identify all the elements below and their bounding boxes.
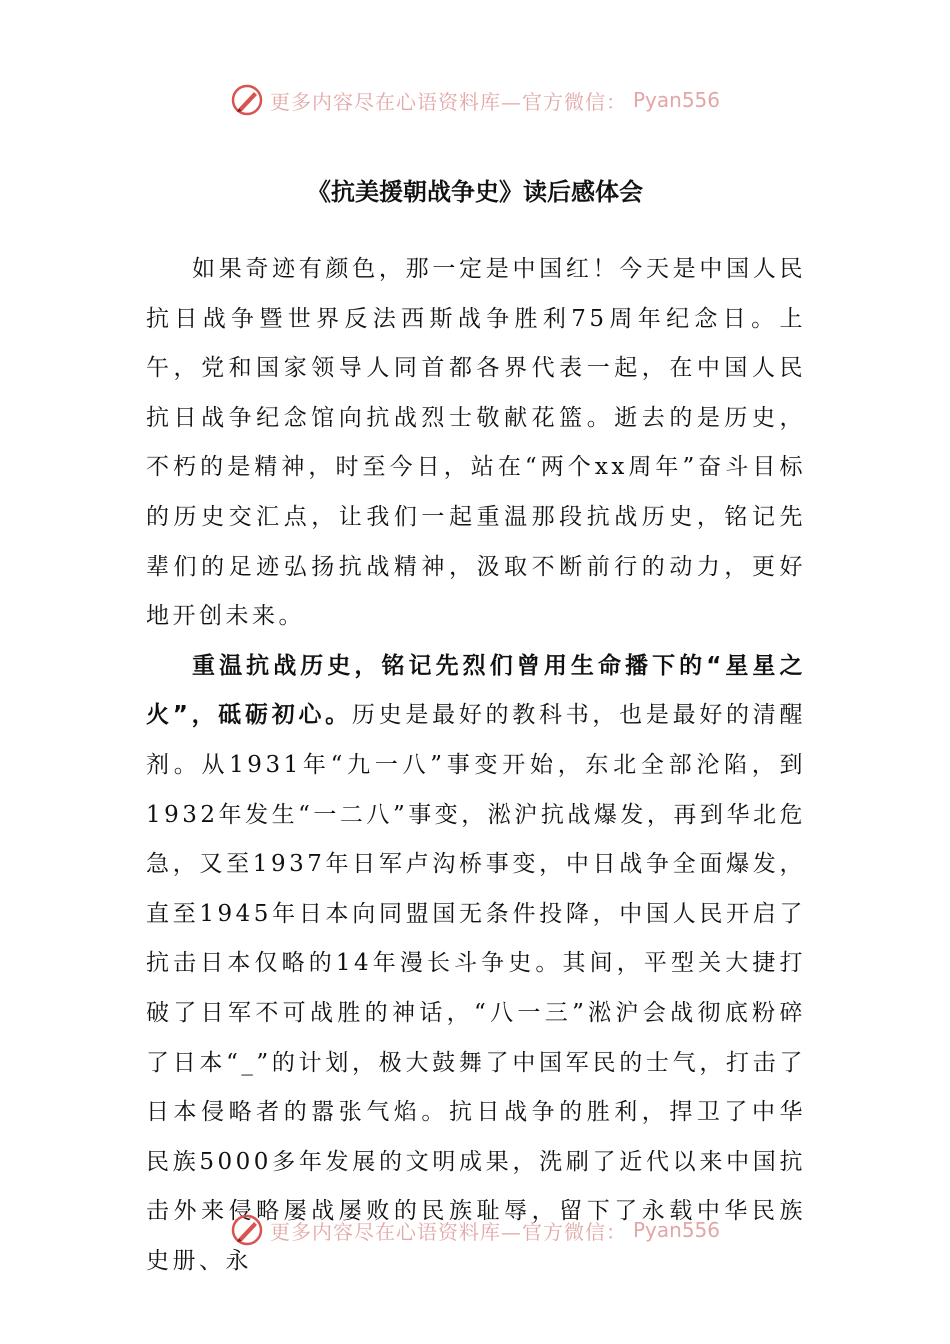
paragraph-2 [146, 642, 806, 1287]
watermark-text: 更多内容尽在心语资料库—官方微信： [269, 89, 627, 114]
watermark-text: 更多内容尽在心语资料库—官方微信： [269, 1219, 627, 1244]
watermark-footer [0, 1210, 950, 1250]
pen-logo-icon [230, 83, 264, 117]
paragraph-2-text: 历史是最好的教科书，也是最好的清醒剂。从1931年“九一八”事变开始，东北全部沦陷，到1932年发生“一二八”事变，淞沪抗战爆发，再到华北危急，又至1937年日军卢沟桥事变，中日战争全面爆发，直至1945年日本向同盟国无条件投降，中国人民开启了抗击日本仅略的14年漫长斗争史。其间，平型关大捷打破了日军不可战胜的神话，“八一三”淞沪会战彻底粉碎了日本“_”的计划，极大鼓舞了中国军民的士气，打击了日本侵略者的嚣张气焰。抗日战争的胜利，捍卫了中华民族5000多年发展的文明成果，洗刷了近代以来中国抗击外来侵略屡战屡败的民族耻辱，留下了永载中华民族史册、永 [146, 702, 807, 1274]
paragraph-2-lead: 重温抗战历史，铭记先烈们曾用生命播下的“星星之火”，砥砺初心。 [146, 652, 806, 729]
watermark-wechat-id: Pyan556 [632, 1218, 720, 1242]
document-title: 《抗美援朝战争史》读后感体会 [307, 178, 643, 206]
paragraph-1-text: 如果奇迹有颜色，那一定是中国红！今天是中国人民抗日战争暨世界反法西斯战争胜利75周年纪念日。上午，党和国家领导人同首都各界代表一起，在中国人民抗日战争纪念馆向抗战烈士敬献花篮。逝去的是历史，不朽的是精神，时至今日，站在“两个xx周年”奋斗目标的历史交汇点，让我们一起重温那段抗战历史，铭记先辈们的足迹弘扬抗战精神，汲取不断前行的动力，更好地开创未来。 [146, 256, 806, 630]
document-body [146, 245, 806, 1286]
watermark-header [0, 80, 950, 120]
watermark-wechat-id: Pyan556 [632, 88, 720, 112]
paragraph-1 [146, 245, 806, 642]
pen-logo-icon [230, 1213, 264, 1247]
